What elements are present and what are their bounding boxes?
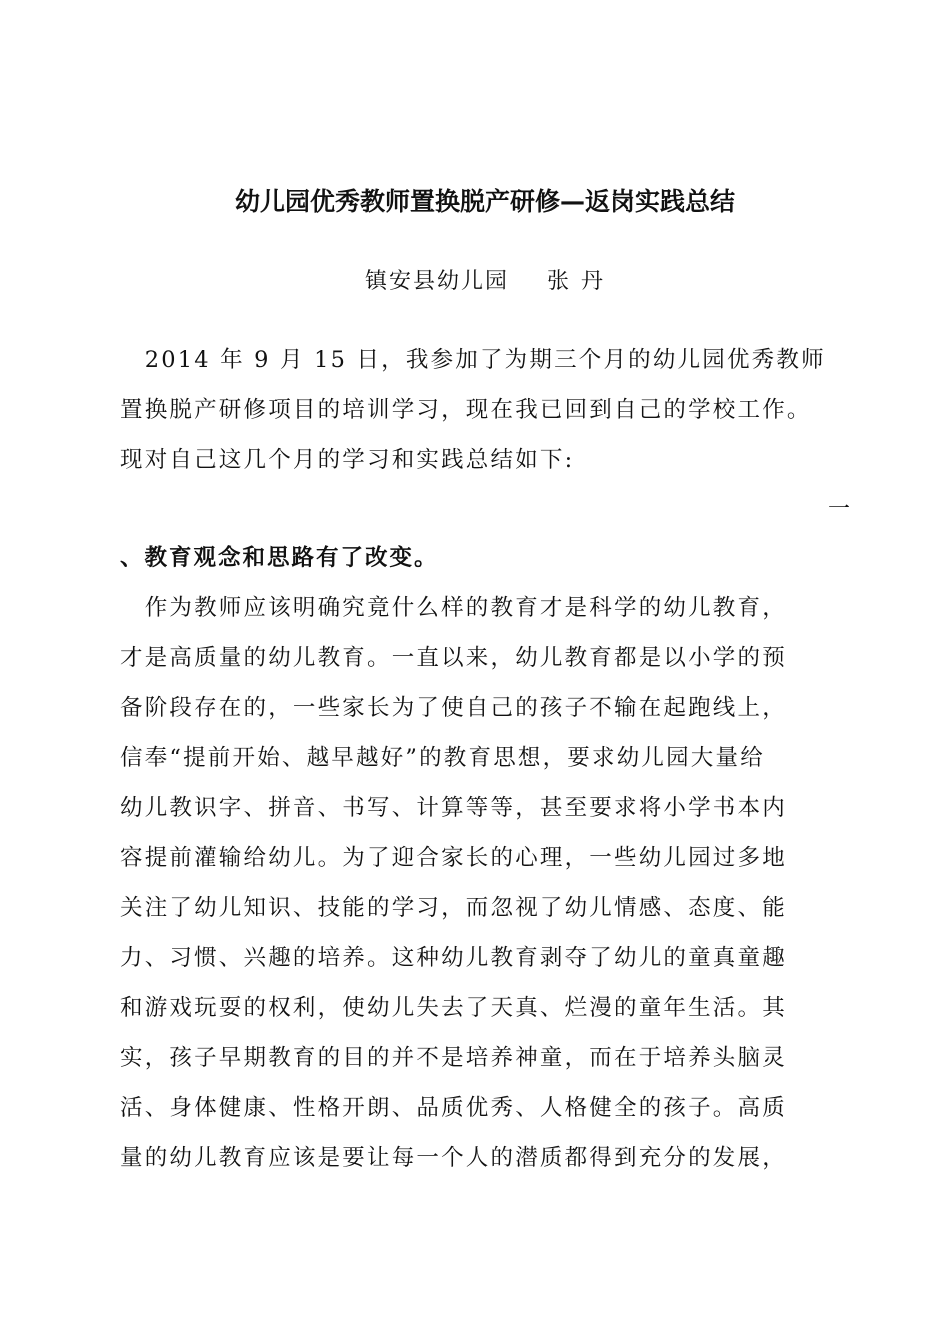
paragraph-line: 作为教师应该明确究竟什么样的教育才是科学的幼儿教育，: [120, 595, 787, 621]
paragraph-line: 力、习惯、兴趣的培养。这种幼儿教育剥夺了幼儿的童真童趣: [120, 945, 787, 971]
author-name-second: 丹: [581, 269, 606, 294]
section-number-mark: 一: [828, 497, 851, 522]
paragraph-line: 容提前灌输给幼儿。为了迎合家长的心理，一些幼儿园过多地: [120, 845, 787, 871]
paragraph-line: 幼儿教识字、拼音、书写、计算等等，甚至要求将小学书本内: [120, 795, 787, 821]
paragraph-line: 信奉“提前开始、越早越好”的教育思想，要求幼儿园大量给: [120, 745, 765, 771]
intro-line: 现对自己这几个月的学习和实践总结如下:: [120, 447, 575, 473]
author-line: [120, 264, 850, 295]
intro-line: 2014 年 9 月 15 日，我参加了为期三个月的幼儿园优秀教师: [120, 347, 826, 373]
intro-line: 置换脱产研修项目的培训学习，现在我已回到自己的学校工作。: [120, 397, 812, 423]
paragraph-line: 量的幼儿教育应该是要让每一个人的潜质都得到充分的发展，: [120, 1145, 787, 1171]
section-heading: 、教育观念和思路有了改变。: [120, 545, 439, 571]
document-title: 幼儿园优秀教师置换脱产研修—返岗实践总结: [234, 187, 735, 216]
author-name-first: 张: [546, 269, 571, 294]
paragraph-line: 活、身体健康、性格开朗、品质优秀、人格健全的孩子。高质: [120, 1095, 787, 1121]
paragraph-line: 实，孩子早期教育的目的并不是培养神童，而在于培养头脑灵: [120, 1045, 787, 1071]
paragraph-line: 备阶段存在的，一些家长为了使自己的孩子不输在起跑线上，: [120, 695, 787, 721]
paragraph-line: 关注了幼儿知识、技能的学习，而忽视了幼儿情感、态度、能: [120, 895, 787, 921]
paragraph-line: 和游戏玩耍的权利，使幼儿失去了天真、烂漫的童年生活。其: [120, 995, 787, 1021]
author-unit: 镇安县幼儿园: [364, 269, 509, 294]
paragraph-line: 才是高质量的幼儿教育。一直以来，幼儿教育都是以小学的预: [120, 645, 787, 671]
